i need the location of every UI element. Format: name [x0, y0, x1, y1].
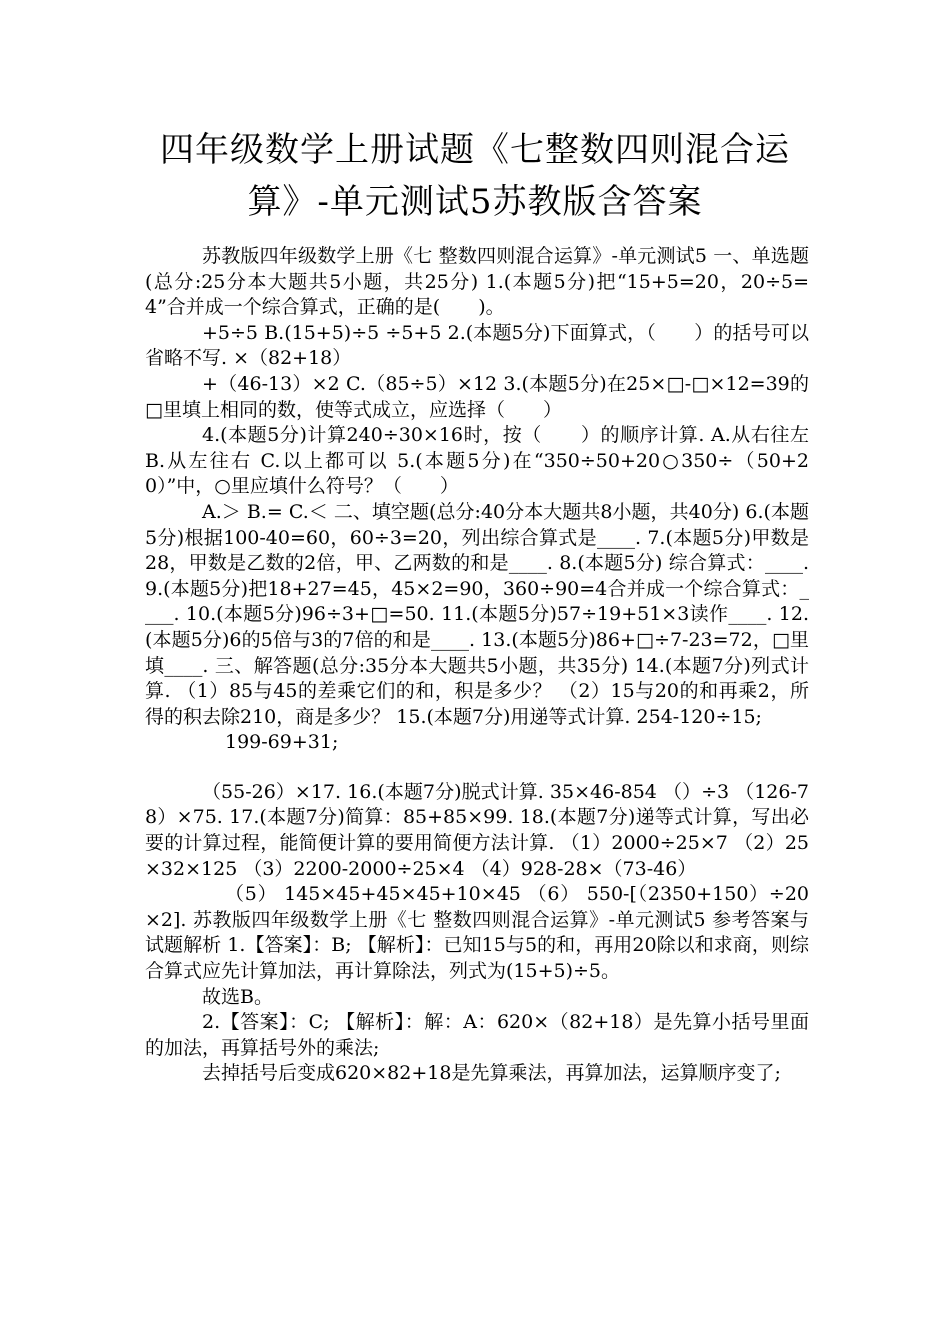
paragraph-answer-2: 2.【答案】：C; 【解析】：解：A：620×（82+18）是先算小括号里面的加法，再算括号外的乘法;: [145, 1011, 809, 1059]
paragraph-q4-q5: 4.(本题5分)计算240÷30×16时，按（ ）的顺序计算. A.从右往左 B.从左往右 C.以上都可以 5.(本题5分)在“350÷50+20○350÷（50+20）”中，○里应填什么符号？（ ）: [145, 424, 809, 498]
paragraph-answer-2-cont: 去掉括号后变成620×82+18是先算乘法，再算加法，运算顺序变了;: [202, 1062, 781, 1085]
paragraph-q1-options-q2: +5÷5 B.(15+5)÷5 ÷5+5 2.(本题5分)下面算式，（ ）的括号可以省略不写. ×（82+18）: [145, 321, 809, 370]
paragraph-q15-q18: （55-26）×17. 16.(本题7分)脱式计算. 35×46-854 （）÷3 （126-78）×75. 17.(本题7分)简算：85+85×99. 18.(本题7分)递等式计算，写出必要的计算过程，能简便计算的要用简便方法计算. （1）2000÷25×7 （2）25×32×125 （3）2200-2000÷25×4 （4）928-28×（73-46）: [145, 780, 809, 880]
paragraph-q18-answers: （5） 145×45+45×45+10×45 （6） 550-[（2350+150）÷20×2]. 苏教版四年级数学上册《七 整数四则混合运算》-单元测试5 参考答案与试题解析 1.【答案】：B; 【解析】：已知15与5的和，再用20除以和求商，则综合算式应先计算加法，再计算除法，列式为(15+5)÷5。: [145, 883, 809, 983]
paragraph-answer-1-conclusion: 故选B。: [202, 985, 273, 1008]
blank-line: [145, 756, 809, 780]
paragraph-q2-options-q3: +（46-13）×2 C.（85÷5）×12 3.(本题5分)在25×□-□×12=39的□里填上相同的数，使等式成立，应选择（ ）: [145, 372, 809, 421]
document-body: [145, 244, 809, 1087]
paragraph-fill-in-section: A.＞ B.= C.＜ 二、填空题(总分:40分本大题共8小题，共40分) 6.(本题5分)根据100-40=60，60÷3=20，列出综合算式是____. 7.(本题5分)甲数是28，甲数是乙数的2倍，甲、乙两数的和是____. 8.(本题5分) 综合算式：____. 9.(本题5分)把18+27=45，45×2=90，360÷90=4合并成一个综合算式：____. 10.(本题5分)96÷3+□=50. 11.(本题5分)57÷19+51×3读作____. 12.(本题5分)6的5倍与3的7倍的和是____. 13.(本题5分)86+□÷7-23=72，□里填____. 三、解答题(总分:35分本大题共5小题，共35分) 14.(本题7分)列式计算. （1）85与45的差乘它们的和，积是多少？ （2）15与20的和再乘2，所得的积去除210，商是多少？ 15.(本题7分)用递等式计算. 254-120÷15;: [145, 500, 809, 728]
paragraph-q15-item: 199-69+31;: [225, 731, 339, 754]
paragraph-intro-q1: 苏教版四年级数学上册《七 整数四则混合运算》-单元测试5 一、单选题(总分:25分本大题共5小题，共25分) 1.(本题5分)把“15+5=20，20÷5=4”合并成一个综合算式，正确的是( )。: [145, 245, 809, 319]
document-title: 四年级数学上册试题《七整数四则混合运算》-单元测试5苏教版含答案: [160, 130, 790, 222]
